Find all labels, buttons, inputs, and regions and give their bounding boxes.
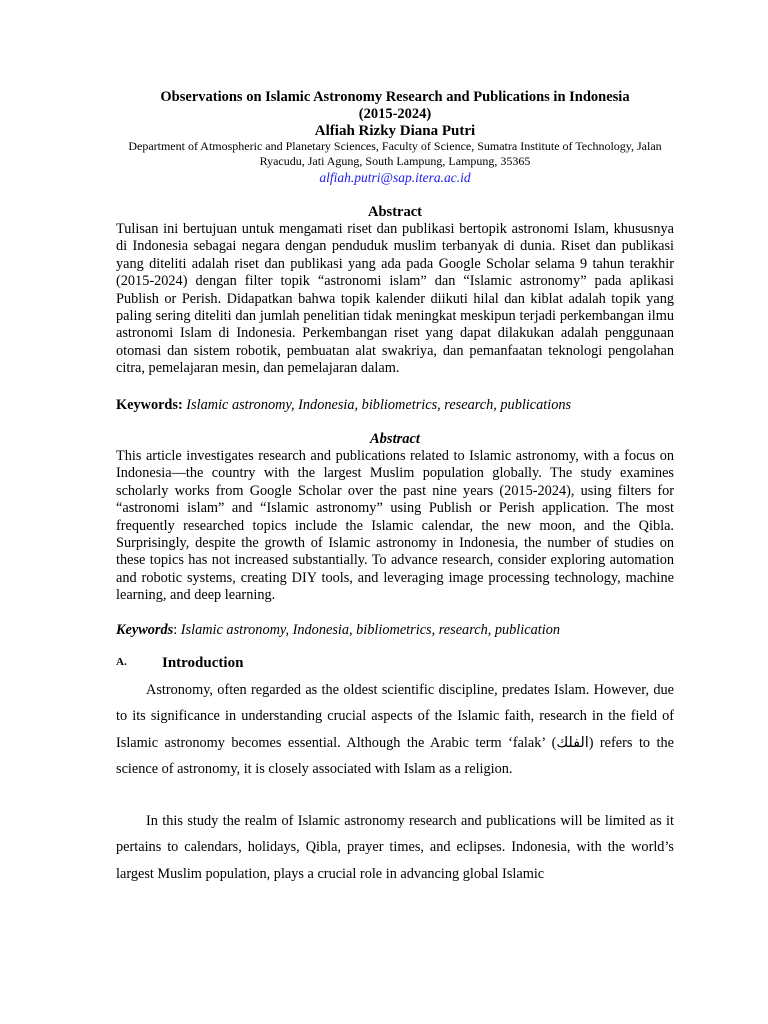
title-line-1: Observations on Islamic Astronomy Research and Publications in Indonesia [160,89,630,105]
author-name: Alfiah Rizky Diana Putri [314,123,476,139]
keywords-id-label: Keywords: [116,397,183,413]
abstract-en-heading: Abstract [370,431,420,447]
keywords-en-label: Keywords [116,622,174,638]
author-email-link[interactable]: alfiah.putri@sap.itera.ac.id [319,170,471,185]
keywords-en [116,622,674,639]
intro-p1-arabic-term: الفلك [556,734,589,751]
intro-p1-text-a: Astronomy, often regarded as the oldest scientific discipline, predates Islam. However, due to its significance in understanding crucial aspects of the Islamic faith, research in the field of Islamic astronomy becomes essential. Although the Arabic term ‘falak’ ( [116,682,674,751]
author-affiliation: Department of Atmospheric and Planetary Sciences, Faculty of Science, Sumatra Institute of Technology, Jalan Ryacudu, Jati Agung, South Lampung, Lampung, 35365 [128,139,662,168]
keywords-id [116,397,674,414]
keywords-id-list: Islamic astronomy, Indonesia, bibliometrics, research, publications [186,397,572,413]
abstract-en-body: This article investigates research and publications related to Islamic astronomy, with a focus on Indonesia—the country with the largest Muslim population globally. The study examines scholarly works from Google Scholar over the past nine years (2015-2024), using filters for “astronomi islam” and “Islamic astronomy” using Publish or Perish application. The most frequently researched topics include the Islamic calendar, the new moon, and the Qibla. Surprisingly, despite the growth of Islamic astronomy in Indonesia, the number of studies on these topics has not increased substantially. To advance research, consider exploring automation and robotic systems, creating DIY tools, and leveraging image processing technology, machine learning, and deep learning. [116,448,674,604]
abstract-id-heading: Abstract [368,204,422,220]
intro-paragraph-1 [116,677,674,782]
keywords-en-separator: : [173,622,178,638]
paper-title [116,89,674,123]
title-line-2: (2015-2024) [358,106,432,122]
intro-paragraph-2: In this study the realm of Islamic astronomy research and publications will be limited as it pertains to calendars, holidays, Qibla, prayer times, and eclipses. Indonesia, with the world’s largest Muslim population, plays a crucial role in advancing global Islamic [116,813,674,882]
intro-p1-text-b: ) refers to the science of astronomy, it is closely associated with Islam as a religion. [116,734,675,777]
section-title: Introduction [162,655,244,671]
keywords-en-list: Islamic astronomy, Indonesia, bibliometrics, research, publication [180,622,560,638]
section-number: A. [116,656,127,668]
abstract-id-body: Tulisan ini bertujuan untuk mengamati riset dan publikasi bertopik astronomi Islam, khususnya di Indonesia sebagai negara dengan penduduk muslim terbanyak di dunia. Riset dan publikasi yang diteliti adalah riset dan publikasi yang ada pada Google Scholar selama 9 tahun terakhir (2015-2024) dengan filter topik “astronomi islam” dan “Islamic astronomy” pada aplikasi Publish or Perish. Didapatkan bahwa topik kalender diikuti hilal dan kiblat adalah topik yang paling sering diteliti dan jumlah penelitian tidak meningkat meskipun terjadi perkembangan ilmu astronomi Islam di Indonesia. Perkembangan riset yang dapat dilakukan adalah penggunaan otomasi dan sistem robotik, pembuatan alat swakriya, dan pemanfaatan teknologi pengolahan citra, pemelajaran mesin, dan pemelajaran dalam. [116,221,674,377]
